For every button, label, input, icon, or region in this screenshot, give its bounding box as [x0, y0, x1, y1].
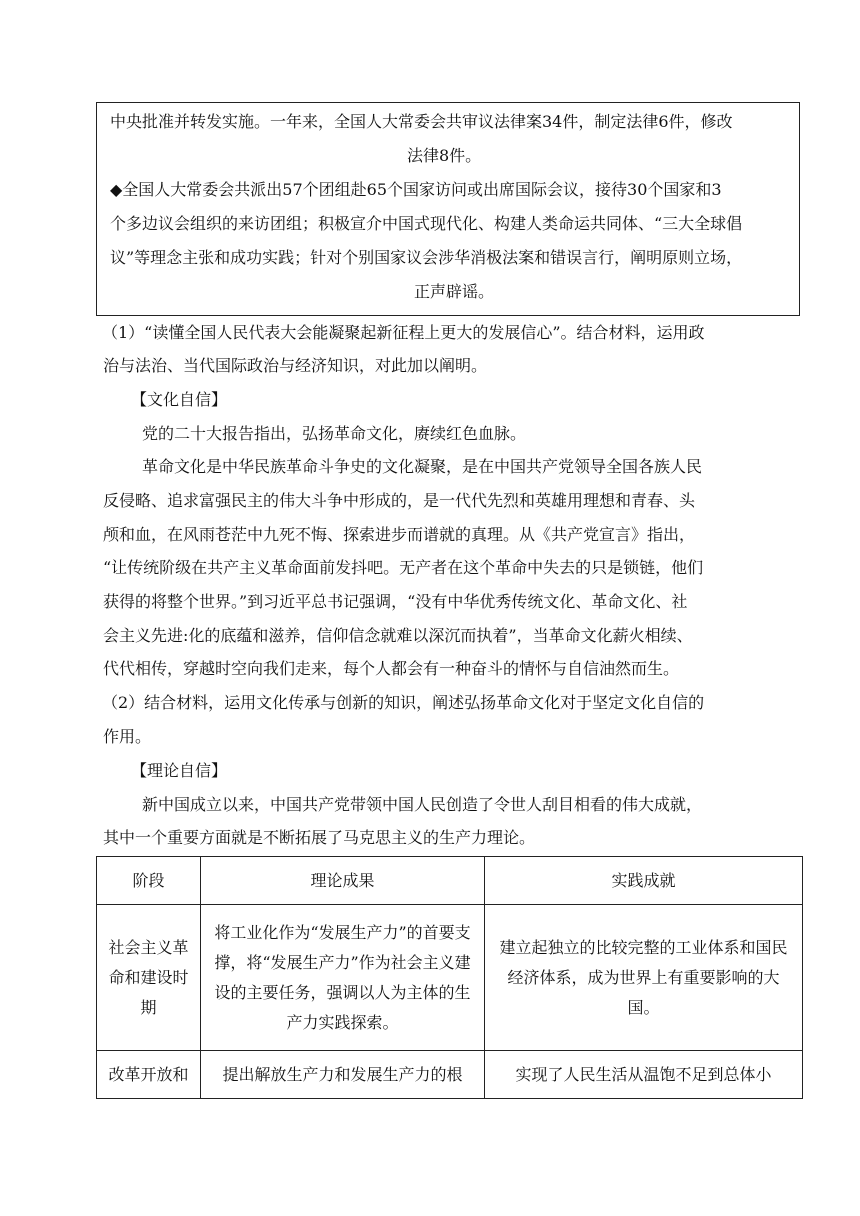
- table-row: [97, 1051, 803, 1099]
- table-cell: [201, 905, 485, 1051]
- practice-cell: 实现了人民生活从温饱不足到总体小: [515, 1064, 772, 1084]
- paragraph-line: 反侵略、追求富强民主的伟大斗争中形成的，是一代代先烈和英雄用理想和青春、头: [103, 491, 696, 510]
- paragraph-line: 革命文化是中华民族革命斗争史的文化凝聚，是在中国共产党领导全国各族人民: [142, 457, 703, 476]
- box-line: ◆全国人大常委会共派出57个团组赴65个国家访问或出席国际会议，接待30个国家和3: [110, 180, 722, 199]
- table-cell: [485, 905, 803, 1051]
- stage-cell: 社会主义革命和建设时期: [108, 937, 189, 1017]
- question-1: （1）“读懂全国人民代表大会能凝聚起新征程上更大的发展信心”。结合材料，运用政: [102, 323, 705, 342]
- header-theory: 理论成果: [310, 870, 375, 890]
- box-line: 法律8件。: [407, 146, 482, 165]
- table-cell: [97, 905, 201, 1051]
- box-line: 正声辟谣。: [414, 282, 495, 301]
- question-2: （2）结合材料，运用文化传承与创新的知识，阐述弘扬革命文化对于坚定文化自信的: [102, 693, 705, 712]
- table-header-row: [97, 857, 803, 905]
- box-line: 个多边议会组织的来访团组；积极宣介中国式现代化、构建人类命运共同体、“三大全球倡: [110, 214, 743, 233]
- question-1-cont: 治与法治、当代国际政治与经济知识，对此加以阐明。: [103, 356, 488, 375]
- header-stage: 阶段: [132, 870, 165, 890]
- table-header-cell: [201, 857, 485, 905]
- paragraph-line: 新中国成立以来，中国共产党带领中国人民创造了令世人刮目相看的伟大成就，: [142, 795, 703, 814]
- paragraph-line: 颅和血，在风雨苍茫中九死不悔、探索进步而谱就的真理。从《共产党宣言》指出，: [103, 525, 696, 544]
- paragraph-line: “让传统阶级在共产主义革命面前发抖吧。无产者在这个革命中失去的只是锁链，他们: [103, 558, 704, 577]
- practice-cell: 建立起独立的比较完整的工业体系和国民经济体系，成为世界上有重要影响的大国。: [499, 937, 788, 1017]
- table-header-cell: [485, 857, 803, 905]
- paragraph-line: 其中一个重要方面就是不断拓展了马克思主义的生产力理论。: [103, 828, 536, 847]
- table-cell: [97, 1051, 201, 1099]
- box-line: 议”等理念主张和成功实践；针对个别国家议会涉华消极法案和错误言行，阐明原则立场，: [110, 248, 743, 267]
- theory-cell: 将工业化作为“发展生产力”的首要支撑，将“发展生产力”作为社会主义建设的主要任务，强调以人为主体的生产力实践探索。: [214, 922, 471, 1032]
- achievement-table: [96, 856, 803, 1099]
- stage-cell: 改革开放和: [108, 1064, 189, 1084]
- paragraph-line: 获得的将整个世界。”到习近平总书记强调，“没有中华优秀传统文化、革命文化、社: [103, 592, 688, 611]
- section-heading-theory: 【理论自信】: [131, 761, 228, 780]
- header-practice: 实践成就: [611, 870, 676, 890]
- paragraph-line: 会主义先进:化的底蕴和滋养，信仰信念就难以深沉而执着”，当革命文化薪火相续、: [103, 626, 693, 645]
- table-row: [97, 905, 803, 1051]
- question-2-cont: 作用。: [103, 727, 152, 746]
- paragraph-line: 党的二十大报告指出，弘扬革命文化，赓续红色血脉。: [142, 424, 527, 443]
- table-header-cell: [97, 857, 201, 905]
- section-heading-culture: 【文化自信】: [131, 390, 228, 409]
- box-line: 中央批准并转发实施。一年来，全国人大常委会共审议法律案34件，制定法律6件，修改: [110, 112, 733, 131]
- table-cell: [201, 1051, 485, 1099]
- paragraph-line: 代代相传，穿越时空向我们走来，每个人都会有一种奋斗的情怀与自信油然而生。: [103, 659, 680, 678]
- table-cell: [485, 1051, 803, 1099]
- theory-cell: 提出解放生产力和发展生产力的根: [222, 1064, 463, 1084]
